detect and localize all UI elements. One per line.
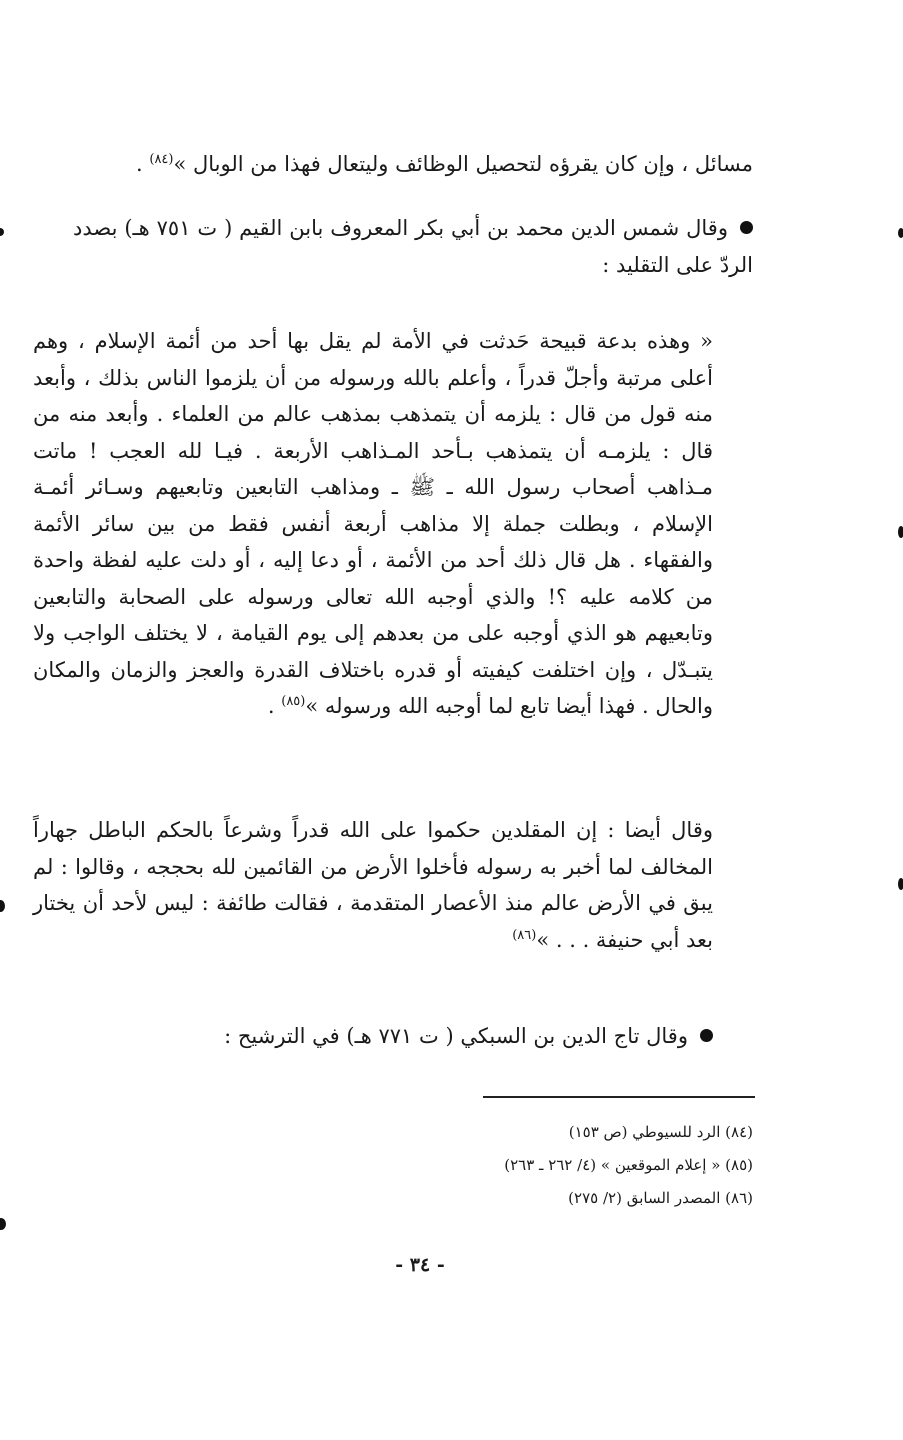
scan-mark — [898, 878, 903, 890]
quotation-ibn-al-qayyim — [33, 323, 753, 725]
scan-mark — [0, 900, 5, 912]
footnote-ref-85: (٨٥) — [281, 694, 306, 709]
page-number: - ٣٤ - — [395, 1254, 445, 1276]
footnote-ref-86: (٨٦) — [512, 927, 537, 943]
footnote-85: (٨٥) « إعلام الموقعين » (٤/ ٢٦٢ ـ ٢٦٣) — [504, 1156, 753, 1174]
paragraph-text: وقال شمس الدين محمد بن أبي بكر المعروف بابن القيم ( ت ٧٥١ هـ) بصدد الردّ على التقليد : — [73, 216, 753, 277]
paragraph-end: . — [136, 152, 150, 176]
paragraph-end: . — [267, 694, 282, 718]
paragraph-text: مسائل ، وإن كان يقرؤه لتحصيل الوظائف وليتعال فهذا من الوبال » — [173, 152, 753, 176]
footnotes — [253, 1116, 753, 1215]
footnote-separator — [483, 1096, 755, 1098]
footnote-86: (٨٦) المصدر السابق (٢/ ٢٧٥) — [568, 1189, 753, 1207]
scan-mark — [898, 526, 903, 538]
scan-mark — [0, 228, 4, 236]
quotation-text: « وهذه بدعة قبيحة حَدثت في الأمة لم يقل بها أحد من أئمة الإسلام ، وهم أعلى مرتبة وأجلّ قدراً ، وأعلم بالله ورسوله من أن يلزموا الناس بذلك ، وأبعد منه قول من قال : يلزمه أن يتمذهب بمذهب عالم من العلماء . وأبعد منه من قال : يلزمـه أن يتمذهب بـأحد المـذاهب الأربعة . فيـا لله العجب ! ماتت مـذاهب أصحاب رسول الله ـ ﷺ ـ ومذاهب التابعين وتابعيهم وسـائر أئمـة الإسلام ، وبطلت جملة إلا مذاهب أربعة أنفس فقط من بين سائر الأئمة والفقهاء . هل قال ذلك أحد من الأئمة ، أو دعا إليه ، أو دلت عليه لفظة واحدة من كلامه عليه ؟! والذي أوجبه الله تعالى ورسوله على الصحابة والتابعين وتابعيهم هو الذي أوجبه على من بعدهم إلى يوم القيامة ، لا يختلف الواجب ولا يتبـدّل ، وإن اختلفت كيفيته أو قدره باختلاف القدرة والعجز والزمان والمكان والحال . فهذا أيضا تابع لما أوجبه الله ورسوله » — [33, 329, 713, 718]
paragraph-also-said — [33, 812, 753, 958]
paragraph-text: وقال أيضا : إن المقلدين حكموا على الله قدراً وشرعاً بالحكم الباطل جهاراً المخالف لما أخبر به رسوله فأخلوا الأرض من القائمين لله بحججه ، وقالوا : لم يبق في الأرض عالم منذ الأعصار المتقدمة ، فقالت طائفة : ليس لأحد أن يختار بعد أبي حنيفة . . . » — [33, 818, 713, 952]
footnote-ref-84: (٨٤) — [149, 152, 174, 167]
footnote-84: (٨٤) الرد للسيوطي (ص ١٥٣) — [568, 1123, 753, 1141]
paragraph-ibn-al-qayyim-intro — [73, 210, 753, 283]
paragraph-text: وقال تاج الدين بن السبكي ( ت ٧٧١ هـ) في الترشيح : — [224, 1024, 688, 1048]
scan-mark — [0, 1218, 6, 1230]
paragraph-al-subki-intro — [33, 1018, 753, 1055]
bullet-icon — [700, 1029, 713, 1042]
bullet-icon — [740, 221, 753, 234]
paragraph-continuation — [73, 146, 753, 183]
scan-mark — [898, 228, 903, 238]
